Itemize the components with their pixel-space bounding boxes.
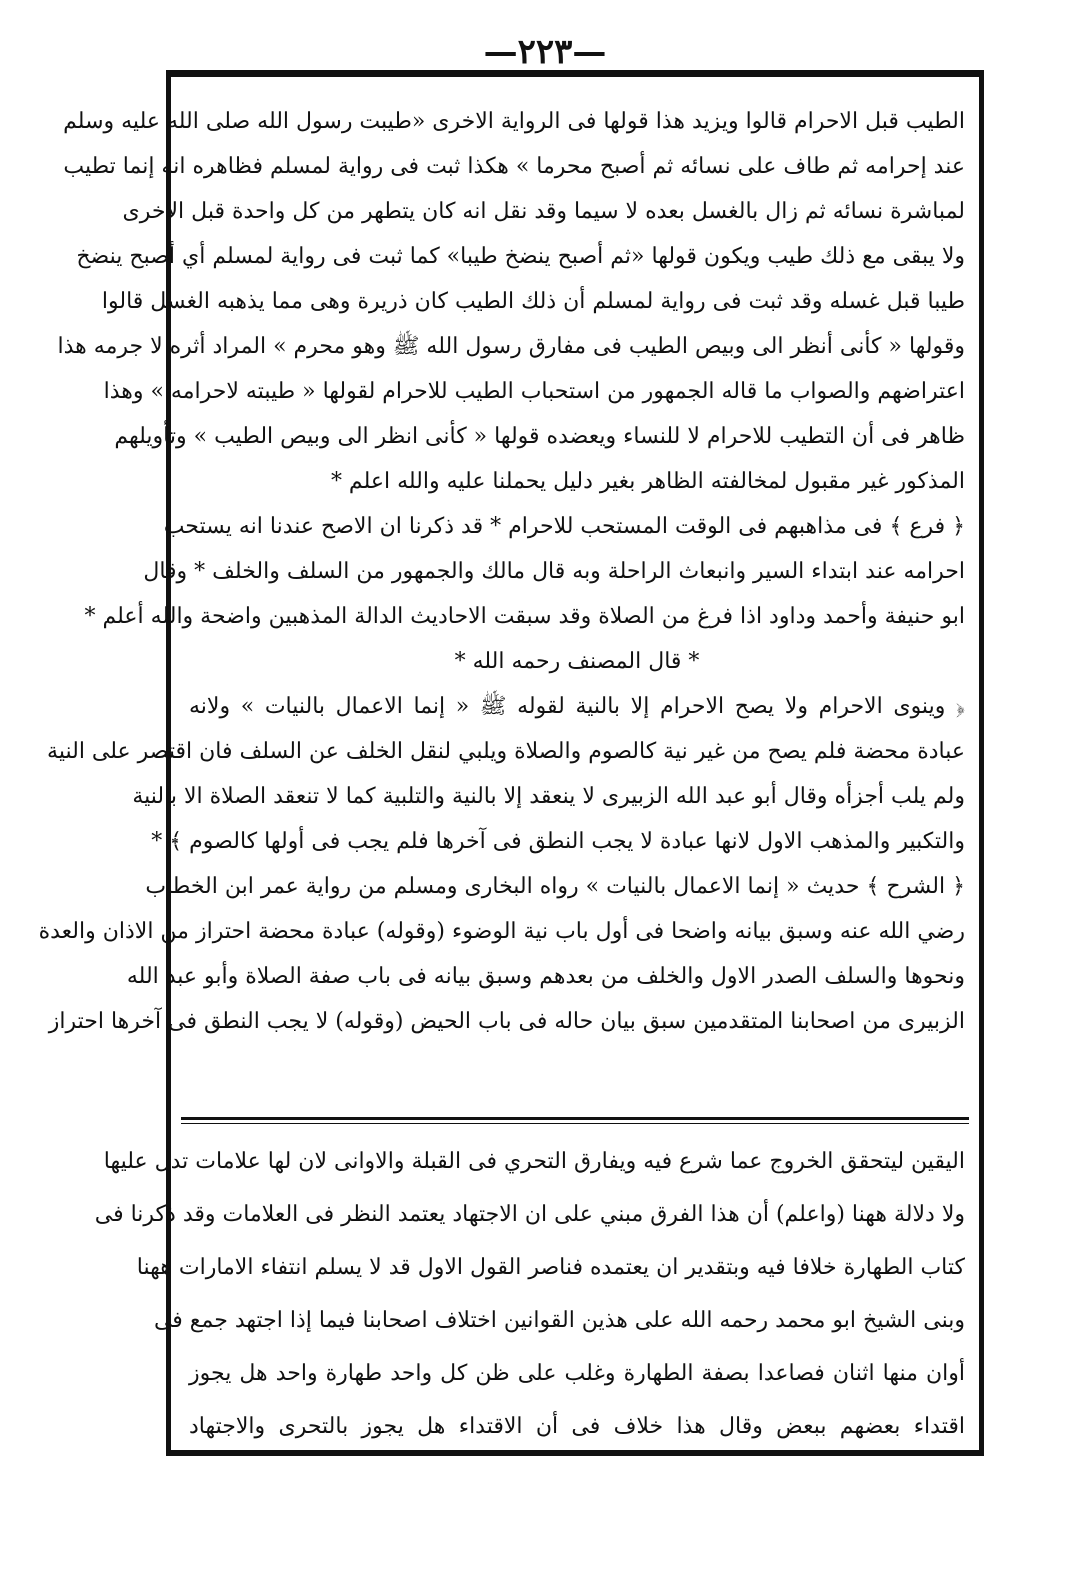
footnote-line: وبنى الشيخ ابو محمد رحمه الله على هذين القوانين اختلاف اصحابنا فيما إذا اجتهد جمع فى bbox=[153, 1308, 965, 1333]
footnote-divider-thin bbox=[181, 1123, 969, 1124]
footnote-line: ولا دلالة ههنا (واعلم) أن هذا الفرق مبني على ان الاجتهاد يعتمد النظر فى العلامات وقد ذكرنا فى bbox=[94, 1202, 965, 1227]
text-frame bbox=[38, 70, 984, 1456]
main-line: ولا يبقى مع ذلك طيب ويكون قولها «ثم أصبح ينضخ طيبا» كما ثبت فى رواية لمسلم أي أصبح ينضخ bbox=[76, 244, 965, 269]
footnote-line: أوان منها اثنان فصاعدا بصفة الطهارة وغلب على ظن كل واحد طهارة واحد هل يجوز bbox=[189, 1361, 965, 1386]
main-line: ﴿ فرع ﴾ فى مذاهبهم فى الوقت المستحب للاحرام * قد ذكرنا ان الاصح عندنا انه يستحب bbox=[163, 514, 965, 539]
main-line: ﴿ الشرح ﴾ حديث « إنما الاعمال بالنيات » رواه البخارى ومسلم من رواية عمر ابن الخطاب bbox=[145, 874, 965, 899]
footnote-line: كتاب الطهارة خلافا فيه وبتقدير ان يعتمده فناصر القول الاول قد لا يسلم انتفاء الامارات ههنا bbox=[136, 1255, 965, 1280]
main-line: الطيب قبل الاحرام قالوا ويزيد هذا قولها فى الرواية الاخرى «طيبت رسول الله صلى الله عليه وسلم bbox=[63, 109, 965, 134]
main-line: وقولها « كأنى أنظر الى وبيص الطيب فى مفارق رسول الله ﷺ وهو محرم » المراد أثره لا جرمه هذا bbox=[57, 334, 965, 359]
main-line: طيبا قبل غسله وقد ثبت فى رواية لمسلم أن ذلك الطيب كان ذريرة وهى مما يذهبه الغسل قالوا bbox=[101, 289, 965, 314]
main-line: عبادة محضة فلم يصح من غير نية كالصوم والصلاة ويلبي لنقل الخلف عن السلف فان اقتصر على النية bbox=[47, 739, 965, 764]
main-line: ونحوها والسلف الصدر الاول والخلف من بعدهم وسبق بيانه فى باب صفة الصلاة وأبو عبد الله bbox=[126, 964, 965, 989]
footnote-line: اقتداء بعضهم ببعض وقال هذا خلاف فى أن الاقتداء هل يجوز بالتحرى والاجتهاد bbox=[189, 1414, 965, 1439]
footnote-divider bbox=[181, 1117, 969, 1120]
section-heading: * قال المصنف رحمه الله * bbox=[454, 649, 700, 674]
main-line: عند إحرامه ثم طاف على نسائه ثم أصبح محرما » هكذا ثبت فى رواية لمسلم فظاهره انه إنما تطيب bbox=[63, 154, 965, 179]
main-line: ولم يلب أجزأه وقال أبو عبد الله الزبيرى لا ينعقد إلا بالنية والتلبية كما لا تنعقد الصلاة الا بالنية bbox=[132, 784, 965, 809]
main-line: الزبيرى من اصحابنا المتقدمين سبق بيان حاله فى باب الحيض (وقوله) لا يجب النطق فى آخرها احتراز bbox=[48, 1009, 965, 1034]
main-line: رضي الله عنه وسبق بيانه واضحا فى أول باب نية الوضوء (وقوله) عبادة محضة احتراز من الاذان والعدة bbox=[38, 919, 965, 944]
main-line: ﴿ وينوى الاحرام ولا يصح الاحرام إلا بالنية لقوله ﷺ « إنما الاعمال بالنيات » ولانه bbox=[189, 694, 965, 719]
footnote-line: اليقين ليتحقق الخروج عما شرع فيه ويفارق التحري فى القبلة والاوانى لان لها علامات تدل عليها bbox=[103, 1149, 965, 1174]
main-line: لمباشرة نسائه ثم زال بالغسل بعده لا سيما وقد نقل انه كان يتطهر من كل واحدة قبل الاخرى bbox=[122, 199, 965, 224]
main-line: احرامه عند ابتداء السير وانبعاث الراحلة وبه قال مالك والجمهور من السلف والخلف * وقال bbox=[143, 559, 965, 584]
main-line: والتكبير والمذهب الاول لانها عبادة لا يجب النطق فى آخرها فلم يجب فى أولها كالصوم ﴾ * bbox=[151, 829, 965, 854]
footnote-block bbox=[94, 1135, 965, 1453]
main-line: المذكور غير مقبول لمخالفته الظاهر بغير دليل يحملنا عليه والله اعلم * bbox=[330, 469, 965, 494]
main-line: اعتراضهم والصواب ما قاله الجمهور من استحباب الطيب للاحرام لقولها « طيبته لاحرامه » وهذا bbox=[103, 379, 965, 404]
main-line: ظاهر فى أن التطيب للاحرام لا للنساء ويعضده قولها « كأنى انظر الى وبيص الطيب » وتأويلهم bbox=[114, 424, 965, 449]
page-number: —٢٢٣— bbox=[483, 32, 607, 72]
main-text-block bbox=[38, 99, 965, 1044]
main-line: ابو حنيفة وأحمد وداود اذا فرغ من الصلاة وقد سبقت الاحاديث الدالة المذهبين واضحة والله أعلم * bbox=[84, 604, 965, 629]
